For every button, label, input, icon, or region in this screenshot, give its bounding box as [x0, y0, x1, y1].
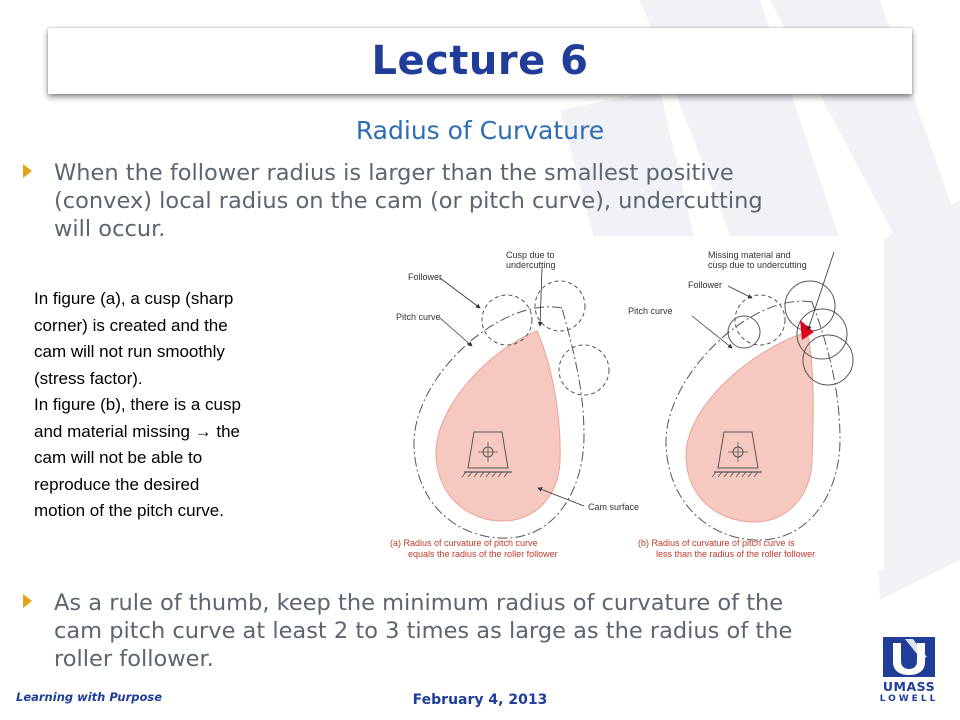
footer-date: February 4, 2013 [412, 692, 548, 708]
label-b-pitch: Pitch curve [628, 306, 673, 316]
note-line: and material missing → the [34, 421, 240, 441]
figure-a [390, 250, 609, 559]
bullet-1-line: will occur. [54, 216, 166, 242]
note-line: In figure (b), there is a cusp [34, 395, 241, 414]
label-cam-surface: Cam surface [588, 502, 640, 512]
note-line: motion of the pitch curve. [34, 501, 224, 520]
caption-b-line2: less than the radius of the roller follower [656, 549, 816, 559]
bullet-1-line: When the follower radius is larger than the smallest positive [54, 160, 734, 186]
label-a-cusp-2: undercutting [506, 260, 556, 270]
note-line: (stress factor). [34, 368, 143, 388]
umass-lowell-logo [878, 637, 940, 709]
label-a-pitch: Pitch curve [396, 312, 441, 322]
bullet-marker-icon [23, 164, 32, 178]
logo-text-umass: UMASS [882, 679, 936, 694]
label-a-cusp-1: Cusp due to [506, 250, 555, 260]
bullet-1-line: (convex) local radius on the cam (or pitch curve), undercutting [54, 188, 763, 214]
cam-body-a [436, 331, 560, 521]
label-b-follower: Follower [688, 280, 723, 290]
cam-undercutting-figure [352, 236, 884, 570]
slide-subtitle: Radius of Curvature [355, 116, 605, 145]
note-line: In figure (a), a cusp (sharp [34, 289, 234, 308]
note-line: corner) is created and the [34, 315, 228, 335]
logo-mark-icon [883, 637, 935, 677]
bullet-1 [54, 159, 934, 243]
caption-a-line1: (a) Radius of curvature of pitch curve [390, 538, 538, 548]
label-a-follower: Follower [408, 272, 443, 282]
title-box [48, 28, 912, 94]
figure-explanation-note [34, 286, 324, 525]
note-line: cam will not run smoothly [34, 342, 225, 361]
bullet-2-line: roller follower. [54, 646, 214, 672]
figure-b [538, 250, 853, 559]
slide-title: Lecture 6 [371, 38, 589, 84]
bullet-2 [54, 589, 938, 673]
bullet-marker-icon [23, 594, 32, 608]
caption-a-line2: equals the radius of the roller follower [408, 549, 558, 559]
bullet-2-line: As a rule of thumb, keep the minimum radius of curvature of the [54, 590, 784, 616]
logo-text-lowell: LOWELL [879, 694, 939, 704]
caption-b-line1: (b) Radius of curvature of pitch curve is [638, 538, 795, 548]
label-b-missing-1: Missing material and [708, 250, 791, 260]
bullet-2-line: cam pitch curve at least 2 to 3 times as large as the radius of the [54, 618, 793, 644]
cam-figure-svg [352, 236, 884, 570]
note-line: reproduce the desired [34, 474, 200, 494]
note-line: cam will not be able to [34, 448, 203, 467]
cam-body-b [686, 332, 813, 522]
footer-tagline: Learning with Purpose [16, 690, 163, 704]
label-b-missing-2: cusp due to undercutting [708, 260, 807, 270]
